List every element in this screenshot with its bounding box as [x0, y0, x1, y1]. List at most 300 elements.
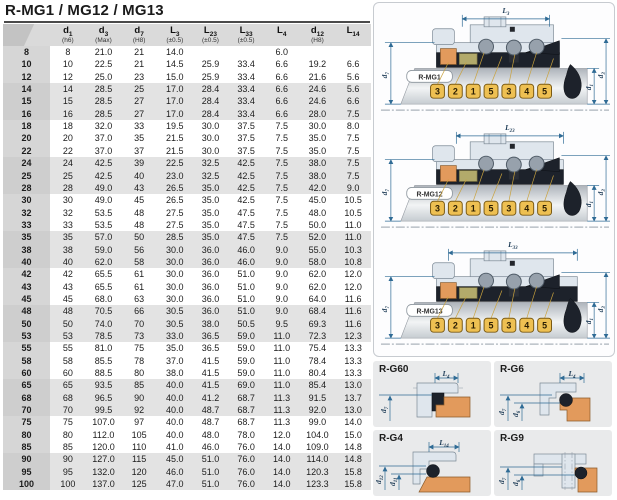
- table-row: [3, 206, 371, 218]
- table-corner-cell: [3, 24, 50, 46]
- table-cell: 68.7: [237, 417, 255, 428]
- table-cell: 78.0: [237, 429, 255, 440]
- row-size-label: 28: [3, 182, 50, 194]
- row-size-label: 43: [3, 280, 50, 292]
- table-cell: 24.6: [300, 83, 336, 95]
- table-cell: 33.4: [228, 108, 264, 120]
- table-cell: 12: [62, 71, 73, 82]
- row-size-label: 100: [3, 478, 50, 490]
- part-number-text: 5: [542, 320, 548, 331]
- table-cell: 33.4: [237, 71, 255, 82]
- table-cell: 6.6: [264, 83, 300, 95]
- table-cell: 16: [50, 108, 86, 120]
- table-cell: 69.3: [300, 317, 336, 329]
- table-cell: 17.0: [157, 95, 193, 107]
- row-size-label: 70: [3, 404, 50, 416]
- table-row: [3, 392, 371, 404]
- svg-text:L4: $L_4$: [568, 369, 576, 380]
- table-cell: 104.0: [306, 429, 329, 440]
- table-cell: 32.5: [193, 157, 229, 169]
- table-cell: 23: [134, 71, 145, 82]
- table-cell: 62.0: [86, 256, 122, 268]
- panel-label: R-G4: [379, 433, 403, 444]
- part-number-text: 2: [452, 203, 458, 214]
- part-number-text: 5: [542, 203, 548, 214]
- table-cell: 80: [62, 429, 73, 440]
- table-cell: 51.0: [193, 453, 229, 465]
- row-size-label: 33: [3, 219, 50, 231]
- table-row: [3, 293, 371, 305]
- table-cell: 7.5: [275, 133, 289, 144]
- table-cell: 137.0: [86, 478, 122, 490]
- table-row: [3, 95, 371, 107]
- table-cell: 55: [62, 343, 73, 354]
- part-number-text: 3: [506, 203, 512, 214]
- column-header: $d_{12}$ (H8): [300, 24, 336, 46]
- table-cell: 33.4: [228, 95, 264, 107]
- part-number-tags: [431, 84, 552, 98]
- table-cell: 76.0: [228, 453, 264, 465]
- d7-dimension: [497, 467, 562, 490]
- table-cell: 51.0: [193, 478, 229, 490]
- table-cell: 19.5: [166, 121, 184, 132]
- row-size-label: 53: [3, 330, 50, 342]
- table-cell: 28.5: [86, 95, 122, 107]
- svg-text:L4: $L_4$: [442, 369, 450, 380]
- table-cell: 9.0: [275, 269, 289, 280]
- table-cell: 53: [50, 330, 86, 342]
- table-cell: 32.5: [193, 169, 229, 181]
- table-row: [3, 157, 371, 169]
- table-cell: 7.5: [275, 219, 289, 230]
- table-cell: 48: [50, 305, 86, 317]
- table-cell: 30.5: [157, 305, 193, 317]
- column-header: $d_1$ (h6): [50, 24, 86, 46]
- table-cell: 41.2: [193, 392, 229, 404]
- table-cell: 48.0: [308, 207, 327, 218]
- table-cell: 36.5: [201, 343, 220, 354]
- row-size-label: 42: [3, 268, 50, 280]
- table-cell: 13.7: [335, 392, 371, 404]
- row-size-label: 95: [3, 466, 50, 478]
- seal-face: [459, 288, 477, 299]
- o-ring: [560, 394, 573, 407]
- diagram-label: [407, 304, 453, 316]
- row-size-label: 68: [3, 392, 50, 404]
- table-cell: 68.7: [228, 392, 264, 404]
- table-row: [3, 231, 371, 243]
- table-cell: 36.0: [193, 256, 229, 268]
- table-cell: 7.5: [346, 133, 360, 144]
- table-cell: 11.0: [273, 343, 291, 354]
- table-cell: 62.0: [308, 281, 327, 292]
- table-cell: 27.5: [166, 219, 184, 230]
- table-cell: 35: [50, 231, 86, 243]
- table-cell: 48.7: [201, 417, 220, 428]
- table-cell: 26.5: [157, 182, 193, 194]
- r-g6-diagram: [494, 369, 612, 426]
- column-header: $d_7$ (H8): [121, 24, 157, 46]
- part-number-text: 5: [542, 86, 548, 97]
- svg-text:L33: $L_{33}$: [508, 239, 518, 251]
- table-cell: 53.5: [94, 207, 113, 218]
- table-cell: 11.0: [335, 231, 371, 243]
- table-cell: 65.5: [94, 281, 113, 292]
- seat-ring: [440, 166, 456, 182]
- part-number-text: 2: [452, 86, 458, 97]
- table-cell: 11.3: [264, 392, 300, 404]
- table-cell: 38.0: [300, 169, 336, 181]
- table-cell: 9.0: [335, 182, 371, 194]
- table-cell: 48.0: [201, 429, 220, 440]
- table-cell: 6.0: [275, 47, 289, 58]
- seat-ring: [440, 283, 456, 299]
- table-cell: 10.8: [335, 256, 371, 268]
- page-title: R-MG1 / MG12 / MG13: [4, 1, 370, 23]
- table-cell: 7.5: [275, 121, 289, 132]
- table-cell: 45: [134, 195, 145, 206]
- table-cell: 7.5: [275, 207, 289, 218]
- table-row: [3, 453, 371, 465]
- table-cell: 48: [134, 219, 145, 230]
- row-size-label: 22: [3, 145, 50, 157]
- table-cell: 14.0: [264, 478, 300, 490]
- table-cell: 40: [50, 256, 86, 268]
- table-cell: 50: [50, 317, 86, 329]
- column-header: $L_3$ (±0.5): [157, 24, 193, 46]
- part-number-text: 4: [524, 203, 530, 214]
- table-cell: 35.0: [193, 182, 229, 194]
- table-cell: 25.9: [201, 71, 220, 82]
- table-cell: 28.5: [157, 231, 193, 243]
- table-cell: 95: [50, 466, 86, 478]
- table-cell: 9.0: [264, 256, 300, 268]
- table-cell: 97: [134, 417, 145, 428]
- seal-face: [459, 54, 477, 65]
- table-cell: 37.5: [237, 133, 255, 144]
- table-row: [3, 182, 371, 194]
- table-cell: 12.0: [344, 281, 362, 292]
- row-size-label: 90: [3, 453, 50, 465]
- table-row: [3, 342, 371, 354]
- table-cell: 33: [62, 219, 73, 230]
- table-cell: 15.8: [335, 466, 371, 478]
- d6-dimension: [511, 403, 560, 421]
- diagram-section: [373, 0, 617, 500]
- row-size-label: 85: [3, 441, 50, 453]
- table-cell: 45.0: [157, 453, 193, 465]
- table-cell: 45.0: [308, 195, 327, 206]
- table-cell: 15.8: [335, 478, 371, 490]
- table-row: [3, 354, 371, 366]
- table-row: [3, 268, 371, 280]
- table-cell: 59.0: [237, 343, 255, 354]
- svg-text:L23: $L_{23}$: [505, 122, 515, 134]
- seat-ring: [440, 49, 456, 65]
- part-number-text: 4: [524, 86, 530, 97]
- seal-face: [459, 171, 477, 182]
- row-size-label: 24: [3, 157, 50, 169]
- table-cell: 35.0: [201, 219, 220, 230]
- table-cell: 50.5: [228, 317, 264, 329]
- table-cell: 49.0: [86, 182, 122, 194]
- row-size-label: 45: [3, 293, 50, 305]
- table-cell: 132.0: [86, 466, 122, 478]
- table-cell: 11.3: [264, 404, 300, 416]
- table-cell: 75: [134, 343, 145, 354]
- table-cell: 90: [121, 392, 157, 404]
- table-cell: 61: [134, 281, 145, 292]
- elastomer-seal: [436, 287, 577, 302]
- table-cell: 28.4: [193, 83, 229, 95]
- table-cell: 123.3: [300, 478, 336, 490]
- row-size-label: 8: [3, 46, 50, 58]
- row-size-label: 12: [3, 71, 50, 83]
- table-row: [3, 317, 371, 329]
- table-row: [3, 120, 371, 132]
- table-cell: 11.6: [335, 317, 371, 329]
- table-cell: [300, 46, 336, 58]
- table-cell: 47.5: [237, 207, 255, 218]
- table-cell: 7.5: [264, 231, 300, 243]
- table-cell: 22: [62, 145, 73, 156]
- table-cell: 85.4: [300, 379, 336, 391]
- table-cell: 32: [62, 207, 73, 218]
- table-cell: 46.0: [157, 466, 193, 478]
- table-cell: 21.0: [94, 47, 113, 58]
- table-cell: 7.5: [335, 169, 371, 181]
- table-cell: 6.6: [335, 95, 371, 107]
- seal-cross-section: [374, 237, 614, 354]
- table-cell: 40: [121, 169, 157, 181]
- svg-text:d7: $d_7$: [497, 477, 508, 484]
- table-cell: 51.0: [237, 281, 255, 292]
- table-cell: 36.0: [201, 281, 220, 292]
- table-cell: 64.0: [308, 293, 327, 304]
- table-cell: 14: [50, 83, 86, 95]
- row-size-label: 14: [3, 83, 50, 95]
- table-cell: 120.3: [300, 466, 336, 478]
- table-cell: 32.0: [94, 121, 113, 132]
- row-size-label: 18: [3, 120, 50, 132]
- table-cell: 76.0: [228, 466, 264, 478]
- panel-label: R-G6: [500, 364, 524, 375]
- table-cell: 125: [121, 478, 157, 490]
- r-g4-diagram: [373, 438, 491, 495]
- table-cell: 25: [50, 169, 86, 181]
- table-cell: 27: [121, 108, 157, 120]
- table-cell: 51.0: [237, 269, 255, 280]
- table-cell: 35.0: [308, 133, 327, 144]
- seal-diagrams-panel: [373, 2, 615, 357]
- table-cell: 120.0: [92, 442, 115, 453]
- table-row: [3, 145, 371, 157]
- table-cell: 36.5: [193, 330, 229, 342]
- svg-text:d1: $d_1$: [584, 318, 596, 325]
- svg-text:d1: $d_1$: [584, 84, 596, 91]
- table-cell: 15.0: [344, 429, 362, 440]
- row-size-label: 25: [3, 169, 50, 181]
- part-number-text: 3: [506, 320, 512, 331]
- table-cell: 7.5: [275, 195, 289, 206]
- table-cell: 28.4: [193, 95, 229, 107]
- table-cell: 9.0: [264, 305, 300, 317]
- table-cell: 81.0: [94, 343, 113, 354]
- row-size-label: 48: [3, 305, 50, 317]
- o-ring: [427, 465, 440, 478]
- table-cell: 28: [50, 182, 86, 194]
- table-cell: 11.0: [273, 368, 291, 378]
- table-row: [3, 330, 371, 342]
- table-cell: [193, 46, 229, 58]
- table-row: [3, 169, 371, 181]
- table-cell: 36.0: [193, 243, 229, 255]
- svg-text:d1: $d_1$: [584, 201, 596, 208]
- table-row: [3, 58, 371, 70]
- dimension-table: [3, 24, 371, 490]
- table-row: [3, 379, 371, 391]
- table-cell: 7.5: [264, 169, 300, 181]
- table-cell: 14.5: [166, 59, 184, 70]
- table-cell: 50.0: [308, 219, 327, 230]
- table-row: [3, 71, 371, 83]
- svg-text:R-MG1: R-MG1: [418, 74, 441, 82]
- table-cell: 66: [121, 305, 157, 317]
- table-row: [3, 256, 371, 268]
- table-cell: 68: [50, 392, 86, 404]
- table-row: [3, 83, 371, 95]
- table-cell: 10.5: [344, 195, 362, 206]
- l4-dimension: [560, 369, 584, 383]
- table-cell: 68.0: [94, 293, 113, 304]
- table-cell: 14.8: [335, 453, 371, 465]
- part-number-text: 5: [488, 86, 494, 97]
- panel-r-g6: [494, 361, 612, 427]
- table-cell: 38: [50, 243, 86, 255]
- column-header: $L_{33}$ (±0.5): [228, 24, 264, 46]
- table-cell: 11.6: [344, 293, 362, 304]
- table-cell: 58: [62, 355, 73, 366]
- table-cell: 8: [65, 47, 71, 58]
- l14-dimension: [429, 438, 459, 452]
- table-cell: 40.0: [166, 429, 184, 440]
- table-cell: 11.0: [264, 330, 300, 342]
- svg-text:d3: $d_3$: [596, 72, 608, 79]
- svg-text:d7: $d_7$: [379, 306, 391, 313]
- table-cell: 11.3: [273, 417, 291, 428]
- seat-ring: [419, 477, 470, 492]
- table-cell: 19.2: [308, 59, 327, 70]
- table-cell: 12.0: [273, 429, 291, 440]
- table-cell: 21: [134, 47, 145, 58]
- table-cell: 75: [62, 417, 73, 428]
- table-cell: 76.0: [237, 442, 255, 453]
- table-cell: 43: [62, 281, 73, 292]
- table-cell: 49.0: [94, 195, 113, 206]
- table-cell: 7.5: [275, 145, 289, 156]
- l4-dimension: [435, 369, 458, 383]
- panel-label: R-G9: [500, 433, 524, 444]
- table-cell: 5.6: [346, 71, 360, 82]
- table-cell: 35: [134, 133, 145, 144]
- row-size-label: 32: [3, 206, 50, 218]
- table-cell: 37.5: [237, 121, 255, 132]
- table-cell: 59.0: [228, 330, 264, 342]
- column-header: $L_{23}$ (±0.5): [193, 24, 229, 46]
- table-cell: 30.0: [201, 145, 220, 156]
- table-cell: 68.4: [300, 305, 336, 317]
- table-cell: 39: [121, 157, 157, 169]
- part-number-text: 4: [524, 320, 530, 331]
- table-cell: 63: [134, 293, 145, 304]
- panel-r-g60: [373, 361, 491, 427]
- svg-text:R-MG12: R-MG12: [416, 191, 443, 199]
- column-header: $L_4$: [264, 24, 300, 46]
- table-cell: 11.0: [344, 219, 362, 230]
- svg-text:d7: $d_7$: [497, 408, 508, 415]
- table-row: [3, 429, 371, 441]
- table-cell: 27.5: [166, 207, 184, 218]
- svg-text:L3: $L_3$: [502, 5, 510, 17]
- table-cell: 14.0: [166, 47, 184, 58]
- panel-r-g4: [373, 430, 491, 496]
- table-cell: 9.5: [264, 317, 300, 329]
- table-cell: 68.7: [228, 404, 264, 416]
- table-cell: 28.0: [300, 108, 336, 120]
- table-cell: 78.5: [86, 330, 122, 342]
- table-cell: 55.0: [300, 243, 336, 255]
- table-row: [3, 194, 371, 206]
- table-cell: 45: [62, 293, 73, 304]
- table-cell: 27: [121, 95, 157, 107]
- table-cell: 74.0: [86, 317, 122, 329]
- table-cell: 37.0: [94, 133, 113, 144]
- table-cell: 13.0: [335, 404, 371, 416]
- table-cell: 11.0: [273, 355, 291, 366]
- table-cell: 42.5: [228, 157, 264, 169]
- table-cell: 50: [121, 231, 157, 243]
- table-cell: 47.0: [157, 478, 193, 490]
- table-cell: [335, 46, 371, 58]
- table-row: [3, 478, 371, 490]
- table-cell: 9.0: [275, 293, 289, 304]
- table-cell: 120: [121, 466, 157, 478]
- table-cell: 10.5: [344, 207, 362, 218]
- table-cell: 14.0: [273, 442, 291, 453]
- table-cell: 35.0: [166, 343, 184, 354]
- table-cell: 23.0: [157, 169, 193, 181]
- table-cell: 46.0: [201, 442, 220, 453]
- svg-text:R-MG13: R-MG13: [416, 308, 443, 316]
- table-cell: 13.3: [344, 343, 362, 354]
- table-cell: 59.0: [86, 243, 122, 255]
- table-cell: 92: [121, 404, 157, 416]
- table-cell: 40.0: [166, 417, 184, 428]
- table-cell: 22.5: [94, 59, 113, 70]
- table-cell: 36.0: [193, 305, 229, 317]
- table-cell: 28.4: [193, 108, 229, 120]
- seal-diagram-svg: [374, 120, 614, 237]
- row-size-label: 16: [3, 108, 50, 120]
- table-cell: 9.0: [264, 243, 300, 255]
- table-row: [3, 367, 371, 379]
- table-cell: 7.5: [335, 108, 371, 120]
- svg-text:d6: $d_6$: [511, 479, 522, 486]
- svg-text:d12: $d_{12}$: [374, 475, 385, 484]
- table-cell: 92.0: [300, 404, 336, 416]
- table-cell: 33.0: [157, 330, 193, 342]
- length-dimension: [456, 123, 563, 144]
